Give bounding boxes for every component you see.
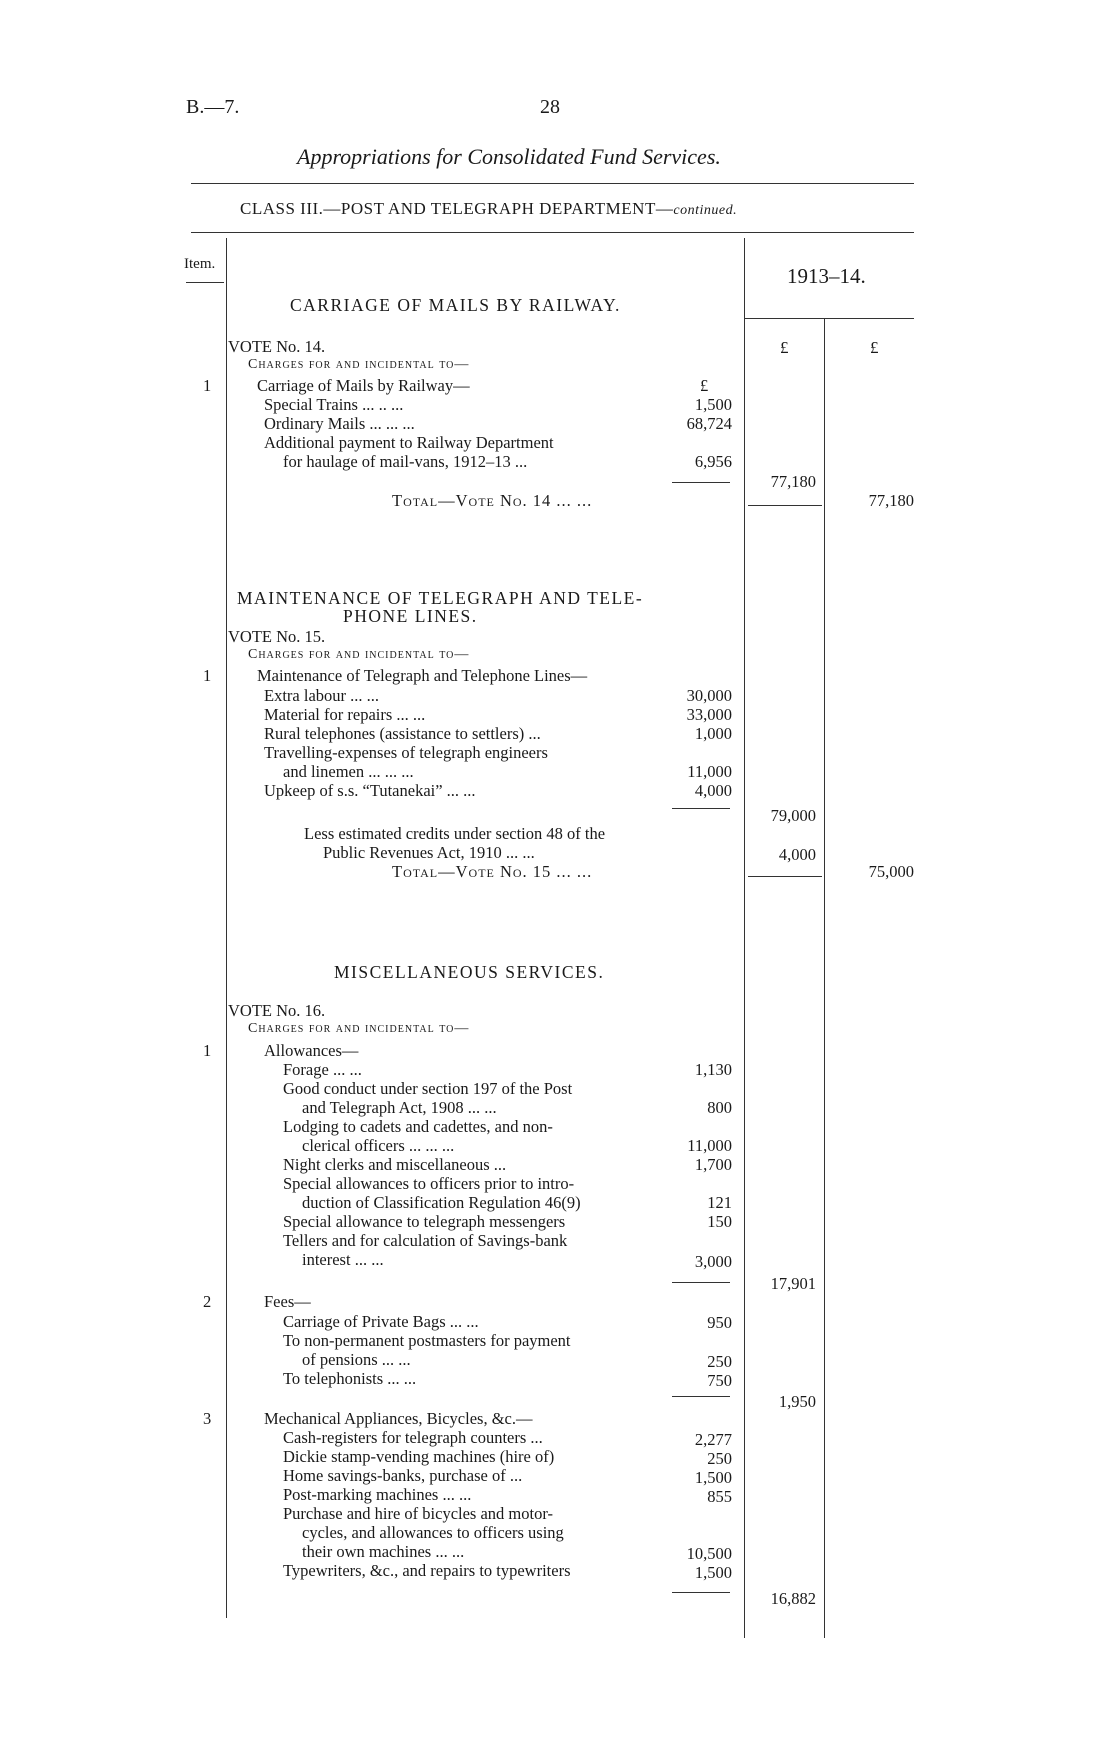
allowance-line-label: duction of Classification Regulation 46(9) <box>302 1193 581 1212</box>
vote14-sum-rule <box>672 482 730 483</box>
allowances-sum-rule <box>672 1282 730 1283</box>
vote14-line-amount: 1,500 <box>694 395 732 414</box>
year-header-rule <box>744 318 914 319</box>
allowance-line-amount: 1,700 <box>694 1155 732 1174</box>
mechanical-line-amount: 10,500 <box>686 1544 732 1563</box>
allowance-line-amount: 800 <box>707 1098 732 1117</box>
fees-line-label: To telephonists ... ... <box>283 1369 417 1388</box>
vote14-number: VOTE No. 14. <box>228 337 326 356</box>
vote14-line-label: Ordinary Mails ... ... ... <box>264 414 415 433</box>
vote15-charges-heading: Charges for and incidental to— <box>248 647 470 662</box>
vote14-item-number: 1 <box>203 376 212 395</box>
vote15-line-amount: 4,000 <box>694 781 732 800</box>
class-heading: CLASS III.—POST AND TELEGRAPH DEPARTMENT—continued. <box>240 199 738 218</box>
vote15-line-label: Upkeep of s.s. “Tutanekai” ... ... <box>264 781 476 800</box>
vote15-line-amount: 33,000 <box>686 705 732 724</box>
allowance-line-label: clerical officers ... ... ... <box>302 1136 455 1155</box>
vote15-line-label: Rural telephones (assistance to settlers) ... <box>264 724 541 743</box>
page-number: 28 <box>540 96 560 118</box>
mechanical-line-label: Home savings-banks, purchase of ... <box>283 1466 523 1485</box>
fees-line-amount: 950 <box>707 1313 732 1332</box>
mechanical-label: Mechanical Appliances, Bicycles, &c.— <box>264 1409 533 1428</box>
vote14-total: 77,180 <box>868 491 914 510</box>
vote16-heading: MISCELLANEOUS SERVICES. <box>334 962 605 982</box>
vote15-heading-line2: PHONE LINES. <box>343 606 478 626</box>
allowance-line-label: Night clerks and miscellaneous ... <box>283 1155 507 1174</box>
allowance-line-label: and Telegraph Act, 1908 ... ... <box>302 1098 497 1117</box>
allowances-label: Allowances— <box>264 1041 359 1060</box>
fees-item-number: 2 <box>203 1292 212 1311</box>
mechanical-line-label: cycles, and allowances to officers using <box>302 1523 564 1542</box>
allowance-line-label: Forage ... ... <box>283 1060 362 1079</box>
mechanical-line-label: Post-marking machines ... ... <box>283 1485 472 1504</box>
vote15-line-label: Material for repairs ... ... <box>264 705 426 724</box>
vote15-sum-rule <box>672 808 730 809</box>
item-header-rule <box>186 282 224 283</box>
fees-label: Fees— <box>264 1292 311 1311</box>
mechanical-item-number: 3 <box>203 1409 212 1428</box>
mechanical-line-amount: 250 <box>707 1449 732 1468</box>
allowance-line-label: Tellers and for calculation of Savings-bank <box>283 1231 568 1250</box>
page-title: Appropriations for Consolidated Fund Services. <box>297 144 721 169</box>
vote14-subtotal: 77,180 <box>770 472 816 491</box>
vote15-line-amount: 30,000 <box>686 686 732 705</box>
allowances-item-number: 1 <box>203 1041 212 1060</box>
class-rule <box>191 232 914 233</box>
mechanical-line-label: Typewriters, &c., and repairs to typewriters <box>283 1561 571 1580</box>
vote14-line-amount: 68,724 <box>686 414 732 433</box>
vote15-less-amount: 4,000 <box>778 845 816 864</box>
mechanical-line-label: Purchase and hire of bicycles and motor- <box>283 1504 553 1523</box>
vote15-item-label: Maintenance of Telegraph and Telephone Lines— <box>257 666 588 685</box>
allowance-line-label: Special allowance to telegraph messengers <box>283 1212 566 1231</box>
fees-sum-rule <box>672 1396 730 1397</box>
class-heading-suffix: continued. <box>673 203 738 218</box>
currency-header-b: £ <box>870 338 879 357</box>
mechanical-line-label: their own machines ... ... <box>302 1542 465 1561</box>
currency-header-a: £ <box>780 338 789 357</box>
vote15-line-amount: 1,000 <box>694 724 732 743</box>
mechanical-sum-rule <box>672 1592 730 1593</box>
mechanical-subtotal: 16,882 <box>770 1589 816 1608</box>
mechanical-line-label: Cash-registers for telegraph counters ... <box>283 1428 543 1447</box>
allowance-line-amount: 11,000 <box>687 1136 732 1155</box>
vote15-number: VOTE No. 15. <box>228 627 326 646</box>
fees-line-amount: 750 <box>707 1371 732 1390</box>
vote15-total-label: Total—Vote No. 15 ... ... <box>392 862 593 881</box>
mechanical-line-amount: 1,500 <box>694 1468 732 1487</box>
allowance-line-label: interest ... ... <box>302 1250 384 1269</box>
vote15-line-label: Travelling-expenses of telegraph engineers <box>264 743 548 762</box>
vote15-line-label: and linemen ... ... ... <box>283 762 414 781</box>
mechanical-line-amount: 2,277 <box>694 1430 732 1449</box>
fees-line-label: Carriage of Private Bags ... ... <box>283 1312 479 1331</box>
item-column-header: Item. <box>184 256 216 272</box>
allowances-subtotal: 17,901 <box>770 1274 816 1293</box>
allowance-line-label: Special allowances to officers prior to intro- <box>283 1174 575 1193</box>
year-column-header: 1913–14. <box>787 264 866 288</box>
fees-line-amount: 250 <box>707 1352 732 1371</box>
vote15-less-line2: Public Revenues Act, 1910 ... ... <box>323 843 535 862</box>
vote14-heading: CARRIAGE OF MAILS BY RAILWAY. <box>290 295 621 315</box>
allowance-line-amount: 150 <box>707 1212 732 1231</box>
vote16-charges-heading: Charges for and incidental to— <box>248 1021 470 1036</box>
mechanical-line-amount: 1,500 <box>694 1563 732 1582</box>
vote15-line-label: Extra labour ... ... <box>264 686 380 705</box>
allowance-line-label: Good conduct under section 197 of the Post <box>283 1079 573 1098</box>
vote15-item-number: 1 <box>203 666 212 685</box>
vote14-line-label: for haulage of mail-vans, 1912–13 ... <box>283 452 528 471</box>
allowance-line-amount: 1,130 <box>694 1060 732 1079</box>
vote14-charges-heading: Charges for and incidental to— <box>248 357 470 372</box>
allowance-line-amount: 121 <box>707 1193 732 1212</box>
mechanical-line-amount: 855 <box>707 1487 732 1506</box>
allowance-line-label: Lodging to cadets and cadettes, and non- <box>283 1117 553 1136</box>
vote14-line-label: Additional payment to Railway Department <box>264 433 554 452</box>
mechanical-line-label: Dickie stamp-vending machines (hire of) <box>283 1447 555 1466</box>
fees-subtotal: 1,950 <box>778 1392 816 1411</box>
vote14-line-label: Special Trains ... .. ... <box>264 395 404 414</box>
vote14-inner-currency: £ <box>700 376 709 395</box>
vote14-total-rule <box>748 505 822 506</box>
vote14-line-amount: 6,956 <box>694 452 732 471</box>
title-rule <box>191 183 914 184</box>
vote14-total-label: Total—Vote No. 14 ... ... <box>392 491 593 510</box>
vote14-item-label: Carriage of Mails by Railway— <box>257 376 470 395</box>
document-reference: B.—7. <box>186 96 240 118</box>
fees-line-label: To non-permanent postmasters for payment <box>283 1331 571 1350</box>
allowance-line-amount: 3,000 <box>694 1252 732 1271</box>
vote15-less-line1: Less estimated credits under section 48 of the <box>304 824 606 843</box>
vote15-heading-line1: MAINTENANCE OF TELEGRAPH AND TELE- <box>237 588 644 608</box>
amount-column-divider <box>744 238 745 1638</box>
vote15-subtotal: 79,000 <box>770 806 816 825</box>
fees-line-label: of pensions ... ... <box>302 1350 411 1369</box>
item-column-divider <box>226 238 227 1618</box>
vote15-line-amount: 11,000 <box>687 762 732 781</box>
vote15-total-rule <box>748 876 822 877</box>
vote15-total: 75,000 <box>868 862 914 881</box>
vote16-number: VOTE No. 16. <box>228 1001 326 1020</box>
year-subcolumn-divider <box>824 318 825 1638</box>
